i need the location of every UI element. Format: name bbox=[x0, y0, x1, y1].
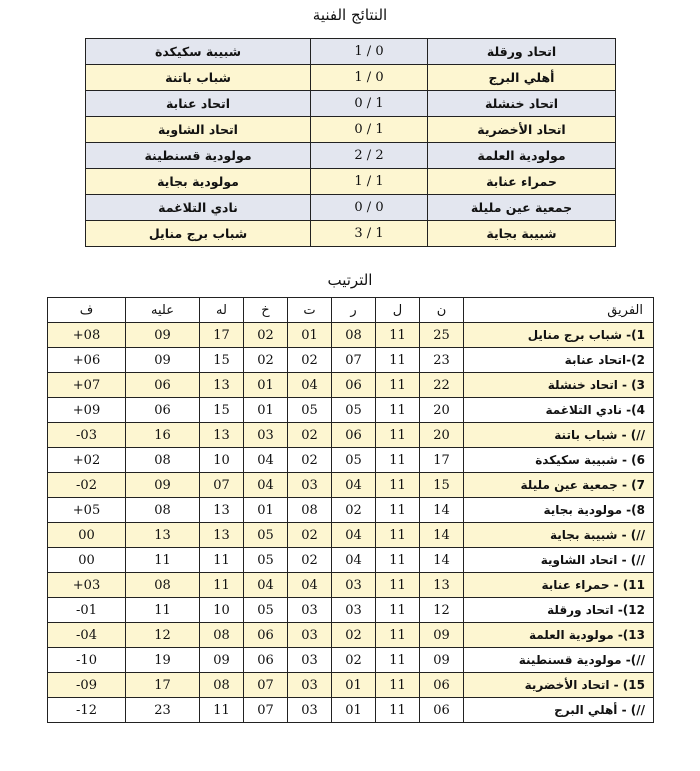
lost: 06 bbox=[244, 623, 288, 648]
played: 11 bbox=[376, 473, 420, 498]
team-name: //)- مولودية قسنطينة bbox=[464, 648, 654, 673]
goals-for: 08 bbox=[200, 623, 244, 648]
goals-against: 09 bbox=[126, 323, 200, 348]
home-team: اتحاد ورقلة bbox=[428, 39, 616, 65]
goals-against: 16 bbox=[126, 423, 200, 448]
goals-for: 15 bbox=[200, 398, 244, 423]
team-name: 8)- مولودية بجاية bbox=[464, 498, 654, 523]
team-name: 13)- مولودية العلمة bbox=[464, 623, 654, 648]
team-name: 6) - شبيبة سكيكدة bbox=[464, 448, 654, 473]
drawn: 01 bbox=[288, 323, 332, 348]
won: 05 bbox=[332, 448, 376, 473]
drawn: 02 bbox=[288, 348, 332, 373]
result-row bbox=[86, 39, 616, 65]
drawn: 03 bbox=[288, 648, 332, 673]
standings-row bbox=[48, 673, 654, 698]
goal-diff: 09- bbox=[48, 673, 126, 698]
won: 07 bbox=[332, 348, 376, 373]
standings-row bbox=[48, 348, 654, 373]
points: 13 bbox=[420, 573, 464, 598]
standings-row bbox=[48, 473, 654, 498]
team-name: 2)-اتحاد عنابة bbox=[464, 348, 654, 373]
match-score: 1 / 0 bbox=[311, 39, 428, 65]
goal-diff: 02- bbox=[48, 473, 126, 498]
drawn: 03 bbox=[288, 473, 332, 498]
points: 22 bbox=[420, 373, 464, 398]
away-team: شباب برج منايل bbox=[86, 221, 311, 247]
won: 02 bbox=[332, 648, 376, 673]
goal-diff: 09+ bbox=[48, 398, 126, 423]
home-team: حمراء عنابة bbox=[428, 169, 616, 195]
results-title: النتائج الفنية bbox=[312, 6, 388, 24]
drawn: 03 bbox=[288, 698, 332, 723]
played: 11 bbox=[376, 523, 420, 548]
match-score: 1 / 0 bbox=[311, 65, 428, 91]
goals-against: 11 bbox=[126, 598, 200, 623]
goals-for: 17 bbox=[200, 323, 244, 348]
team-name: 4)- نادي التلاغمة bbox=[464, 398, 654, 423]
home-team: جمعية عين مليلة bbox=[428, 195, 616, 221]
goals-against: 13 bbox=[126, 523, 200, 548]
played: 11 bbox=[376, 673, 420, 698]
drawn: 08 bbox=[288, 498, 332, 523]
standings-row bbox=[48, 573, 654, 598]
away-team: نادي التلاغمة bbox=[86, 195, 311, 221]
header-goals-against: عليه bbox=[126, 298, 200, 323]
points: 14 bbox=[420, 548, 464, 573]
lost: 05 bbox=[244, 548, 288, 573]
played: 11 bbox=[376, 373, 420, 398]
away-team: مولودية بجاية bbox=[86, 169, 311, 195]
lost: 01 bbox=[244, 498, 288, 523]
goals-against: 09 bbox=[126, 473, 200, 498]
goals-for: 13 bbox=[200, 523, 244, 548]
match-score: 0 / 0 bbox=[311, 195, 428, 221]
lost: 05 bbox=[244, 598, 288, 623]
played: 11 bbox=[376, 423, 420, 448]
won: 08 bbox=[332, 323, 376, 348]
lost: 05 bbox=[244, 523, 288, 548]
goals-for: 11 bbox=[200, 573, 244, 598]
goals-for: 13 bbox=[200, 423, 244, 448]
team-name: 15) - اتحاد الأخضرية bbox=[464, 673, 654, 698]
header-lost: خ bbox=[244, 298, 288, 323]
result-row bbox=[86, 91, 616, 117]
points: 17 bbox=[420, 448, 464, 473]
lost: 01 bbox=[244, 373, 288, 398]
drawn: 02 bbox=[288, 448, 332, 473]
played: 11 bbox=[376, 448, 420, 473]
played: 11 bbox=[376, 623, 420, 648]
goal-diff: 10- bbox=[48, 648, 126, 673]
points: 25 bbox=[420, 323, 464, 348]
goals-for: 08 bbox=[200, 673, 244, 698]
goal-diff: 06+ bbox=[48, 348, 126, 373]
goals-against: 23 bbox=[126, 698, 200, 723]
won: 05 bbox=[332, 398, 376, 423]
goals-against: 08 bbox=[126, 448, 200, 473]
played: 11 bbox=[376, 648, 420, 673]
lost: 04 bbox=[244, 473, 288, 498]
goal-diff: 03- bbox=[48, 423, 126, 448]
lost: 04 bbox=[244, 448, 288, 473]
drawn: 04 bbox=[288, 373, 332, 398]
standings-row bbox=[48, 598, 654, 623]
team-name: 12)- اتحاد ورقلة bbox=[464, 598, 654, 623]
points: 14 bbox=[420, 498, 464, 523]
lost: 02 bbox=[244, 348, 288, 373]
won: 04 bbox=[332, 473, 376, 498]
goals-against: 17 bbox=[126, 673, 200, 698]
away-team: اتحاد الشاوية bbox=[86, 117, 311, 143]
points: 12 bbox=[420, 598, 464, 623]
result-row bbox=[86, 195, 616, 221]
goals-for: 10 bbox=[200, 448, 244, 473]
standings-row bbox=[48, 498, 654, 523]
goals-against: 08 bbox=[126, 573, 200, 598]
goals-for: 11 bbox=[200, 698, 244, 723]
won: 03 bbox=[332, 573, 376, 598]
won: 01 bbox=[332, 698, 376, 723]
home-team: أهلي البرج bbox=[428, 65, 616, 91]
goals-against: 09 bbox=[126, 348, 200, 373]
away-team: شباب باتنة bbox=[86, 65, 311, 91]
standings-row bbox=[48, 398, 654, 423]
standings-row bbox=[48, 323, 654, 348]
goal-diff: 12- bbox=[48, 698, 126, 723]
team-name: //) - اتحاد الشاوية bbox=[464, 548, 654, 573]
match-score: 1 / 1 bbox=[311, 169, 428, 195]
won: 02 bbox=[332, 623, 376, 648]
goals-against: 12 bbox=[126, 623, 200, 648]
played: 11 bbox=[376, 548, 420, 573]
header-goal-diff: ف bbox=[48, 298, 126, 323]
away-team: اتحاد عنابة bbox=[86, 91, 311, 117]
goal-diff: 00 bbox=[48, 523, 126, 548]
header-played: ل bbox=[376, 298, 420, 323]
goal-diff: 07+ bbox=[48, 373, 126, 398]
lost: 03 bbox=[244, 423, 288, 448]
lost: 04 bbox=[244, 573, 288, 598]
played: 11 bbox=[376, 398, 420, 423]
result-row bbox=[86, 117, 616, 143]
won: 02 bbox=[332, 498, 376, 523]
goals-for: 09 bbox=[200, 648, 244, 673]
drawn: 03 bbox=[288, 623, 332, 648]
points: 14 bbox=[420, 523, 464, 548]
goals-for: 07 bbox=[200, 473, 244, 498]
away-team: شبيبة سكيكدة bbox=[86, 39, 311, 65]
played: 11 bbox=[376, 323, 420, 348]
won: 04 bbox=[332, 548, 376, 573]
goal-diff: 00 bbox=[48, 548, 126, 573]
standings-row bbox=[48, 698, 654, 723]
away-team: مولودية قسنطينة bbox=[86, 143, 311, 169]
played: 11 bbox=[376, 348, 420, 373]
standings-header-row bbox=[48, 298, 654, 323]
drawn: 02 bbox=[288, 423, 332, 448]
team-name: 11) - حمراء عنابة bbox=[464, 573, 654, 598]
standings-row bbox=[48, 373, 654, 398]
match-score: 2 / 2 bbox=[311, 143, 428, 169]
home-team: اتحاد خنشلة bbox=[428, 91, 616, 117]
played: 11 bbox=[376, 598, 420, 623]
result-row bbox=[86, 65, 616, 91]
goals-against: 06 bbox=[126, 373, 200, 398]
goal-diff: 05+ bbox=[48, 498, 126, 523]
header-won: ر bbox=[332, 298, 376, 323]
header-goals-for: له bbox=[200, 298, 244, 323]
drawn: 03 bbox=[288, 598, 332, 623]
points: 23 bbox=[420, 348, 464, 373]
match-score: 0 / 1 bbox=[311, 117, 428, 143]
team-name: //) - شبيبة بجاية bbox=[464, 523, 654, 548]
goals-for: 15 bbox=[200, 348, 244, 373]
lost: 07 bbox=[244, 698, 288, 723]
goal-diff: 04- bbox=[48, 623, 126, 648]
lost: 02 bbox=[244, 323, 288, 348]
goal-diff: 02+ bbox=[48, 448, 126, 473]
drawn: 03 bbox=[288, 673, 332, 698]
points: 06 bbox=[420, 673, 464, 698]
standings-row bbox=[48, 623, 654, 648]
goal-diff: 01- bbox=[48, 598, 126, 623]
played: 11 bbox=[376, 498, 420, 523]
drawn: 04 bbox=[288, 573, 332, 598]
result-row bbox=[86, 169, 616, 195]
goals-against: 06 bbox=[126, 398, 200, 423]
result-row bbox=[86, 143, 616, 169]
team-name: 3) - اتحاد خنشلة bbox=[464, 373, 654, 398]
team-name: //) - أهلي البرج bbox=[464, 698, 654, 723]
goals-for: 13 bbox=[200, 498, 244, 523]
goal-diff: 08+ bbox=[48, 323, 126, 348]
points: 15 bbox=[420, 473, 464, 498]
standings-row bbox=[48, 448, 654, 473]
results-table bbox=[85, 38, 616, 247]
won: 06 bbox=[332, 373, 376, 398]
points: 20 bbox=[420, 423, 464, 448]
home-team: شبيبة بجاية bbox=[428, 221, 616, 247]
standings-row bbox=[48, 523, 654, 548]
team-name: //) - شباب باتنة bbox=[464, 423, 654, 448]
standings-table bbox=[47, 297, 654, 723]
points: 09 bbox=[420, 648, 464, 673]
lost: 01 bbox=[244, 398, 288, 423]
team-name: 7) - جمعية عين مليلة bbox=[464, 473, 654, 498]
points: 20 bbox=[420, 398, 464, 423]
goal-diff: 03+ bbox=[48, 573, 126, 598]
goals-against: 08 bbox=[126, 498, 200, 523]
lost: 06 bbox=[244, 648, 288, 673]
drawn: 02 bbox=[288, 548, 332, 573]
played: 11 bbox=[376, 573, 420, 598]
won: 06 bbox=[332, 423, 376, 448]
goals-against: 19 bbox=[126, 648, 200, 673]
header-points: ن bbox=[420, 298, 464, 323]
home-team: مولودية العلمة bbox=[428, 143, 616, 169]
match-score: 3 / 1 bbox=[311, 221, 428, 247]
drawn: 05 bbox=[288, 398, 332, 423]
result-row bbox=[86, 221, 616, 247]
standings-title: الترتيب bbox=[327, 271, 373, 289]
home-team: اتحاد الأخضرية bbox=[428, 117, 616, 143]
won: 01 bbox=[332, 673, 376, 698]
match-score: 0 / 1 bbox=[311, 91, 428, 117]
header-team: الفريق bbox=[464, 298, 654, 323]
won: 04 bbox=[332, 523, 376, 548]
played: 11 bbox=[376, 698, 420, 723]
points: 09 bbox=[420, 623, 464, 648]
goals-for: 11 bbox=[200, 548, 244, 573]
lost: 07 bbox=[244, 673, 288, 698]
goals-against: 11 bbox=[126, 548, 200, 573]
standings-row bbox=[48, 648, 654, 673]
header-drawn: ت bbox=[288, 298, 332, 323]
drawn: 02 bbox=[288, 523, 332, 548]
team-name: 1)- شباب برج منايل bbox=[464, 323, 654, 348]
standings-row bbox=[48, 548, 654, 573]
goals-for: 13 bbox=[200, 373, 244, 398]
goals-for: 10 bbox=[200, 598, 244, 623]
points: 06 bbox=[420, 698, 464, 723]
won: 03 bbox=[332, 598, 376, 623]
standings-row bbox=[48, 423, 654, 448]
